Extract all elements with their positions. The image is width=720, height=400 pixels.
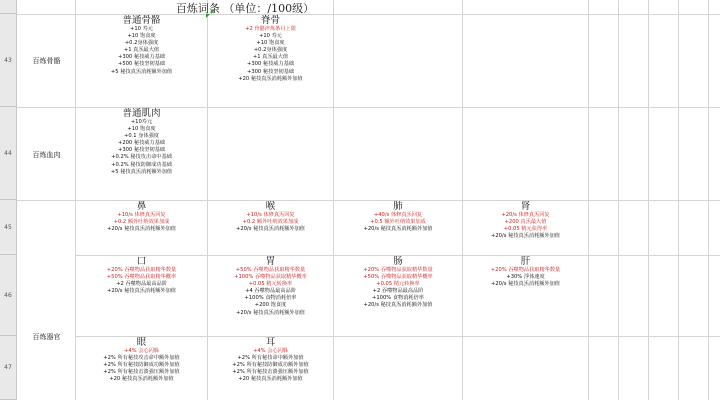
row-header-47[interactable] xyxy=(0,336,17,400)
row-header-44[interactable] xyxy=(0,107,17,200)
cell-line: +50% 吞噬物品获取精华数量 xyxy=(235,267,306,273)
cell-line: +2% 所有秘技防御成功额外加值 xyxy=(232,362,309,369)
cell-ear[interactable] xyxy=(208,337,333,383)
cell-line: +4 吞噬物品最高品阶 xyxy=(245,288,296,295)
cell-line: +20/s 秘技真炁消耗额外加值 xyxy=(107,288,176,295)
cell-line: +0.2% 秘技攻击命中基础 xyxy=(111,154,172,161)
cell-heading: 眼 xyxy=(136,337,147,348)
cell-line: +0.1 身体强度 xyxy=(124,133,159,140)
cell-line: +10/s 体修真炁回复 xyxy=(117,212,166,218)
cell-line: +300 秘技威力基础 xyxy=(117,54,166,61)
row-number: 45 xyxy=(4,223,12,231)
row-number: 46 xyxy=(4,291,12,299)
cell-line: +2 骨骼淬炼条目上限 xyxy=(245,26,296,32)
cell-kidney[interactable] xyxy=(463,201,588,240)
cell-liver[interactable] xyxy=(463,256,588,288)
cell-line: +50% 吞噬物品获取精华概率 xyxy=(106,274,177,281)
cell-heading: 耳 xyxy=(265,337,276,348)
cell-line: +2% 所有秘技命中额外加值 xyxy=(237,355,304,362)
row-header-43[interactable] xyxy=(0,14,17,107)
cell-line: +2% 所有秘技击溃强压额外加值 xyxy=(103,369,180,376)
sheet-title[interactable]: 百炼词条 （单位：/100级） xyxy=(175,2,315,15)
grid-line xyxy=(462,0,463,400)
cell-line: +500 秘技坚韧基础 xyxy=(117,61,166,68)
grid-line xyxy=(648,0,649,400)
cell-line: +40/s 体修真炁回复 xyxy=(373,212,423,218)
cell-line: +10 饱食度 xyxy=(127,126,156,133)
cell-line: +50% 吞噬物品获取精华概率 xyxy=(363,274,433,281)
cell-line: +1 真炁最大值 xyxy=(252,54,289,61)
cell-line: +0.05 精元获得率 xyxy=(503,226,548,233)
row-label-organs[interactable]: 百炼器官 xyxy=(32,333,61,341)
cell-line: +20/s 秘技真炁消耗额外加值 xyxy=(236,226,305,233)
cell-line: +20 秘技真炁消耗额外加值 xyxy=(238,75,303,82)
cell-line: +2 吞噬物品最高品阶 xyxy=(372,288,424,295)
cell-line: +200 秘技威力基础 xyxy=(117,140,166,147)
cell-line: +4% 会心闪躲 xyxy=(124,348,159,354)
cell-throat[interactable] xyxy=(208,201,333,233)
cell-line: +20/s 秘技真炁消耗额外加值 xyxy=(491,281,560,288)
cell-line: +30% 浮体速度 xyxy=(506,274,545,281)
cell-heading: 口 xyxy=(136,256,147,267)
cell-flesh[interactable] xyxy=(76,108,207,176)
cell-line: +300 秘技威力基础 xyxy=(246,61,295,68)
cell-line: +0.2身体强度 xyxy=(124,40,159,47)
cell-line: +10 寿元 xyxy=(259,33,282,40)
cell-line: +0.2% 秘技防御成功基础 xyxy=(111,161,172,168)
grid-line xyxy=(333,0,334,400)
cell-intestine[interactable] xyxy=(334,256,462,310)
row-number: 44 xyxy=(4,149,12,157)
cell-line: +10 寿元 xyxy=(130,26,153,32)
cell-heading: 普通骨骼 xyxy=(122,15,161,26)
cell-mouth[interactable] xyxy=(76,256,207,295)
cell-line: +10 饱食度 xyxy=(127,33,156,40)
row-number: 43 xyxy=(4,56,12,64)
cell-heading: 肝 xyxy=(520,256,531,267)
cell-line: +20 秘技真炁消耗额外加值 xyxy=(238,376,303,383)
cell-line: +200 饱食度 xyxy=(254,302,287,309)
cell-heading: 肠 xyxy=(393,256,403,267)
cell-line: +20/s 体修真炁回复 xyxy=(501,212,550,218)
cell-line: +200 真炁最大值 xyxy=(504,219,547,226)
cell-heading: 肾 xyxy=(520,201,531,212)
cell-line: +2 吞噬物品最高品阶 xyxy=(116,281,167,288)
cell-line: +20% 吞噬物品获取精华数量 xyxy=(490,267,561,273)
cell-line: +0.2身体强度 xyxy=(253,47,288,54)
cell-line: +10寿元 xyxy=(130,119,153,125)
cell-line: +100% 吞噬物品获取精华概率 xyxy=(234,274,307,281)
cell-bone[interactable] xyxy=(76,15,207,76)
cell-line: +100% 食物消耗倍率 xyxy=(244,295,297,302)
cell-line: +10 饱食度 xyxy=(256,40,285,47)
cell-eye[interactable] xyxy=(76,337,207,383)
cell-nose[interactable] xyxy=(76,201,207,233)
row-label-bone[interactable]: 百炼骨骼 xyxy=(32,57,61,65)
row-header-0[interactable] xyxy=(0,0,17,14)
cell-line: +5 秘技真炁消耗额外加值 xyxy=(110,168,173,175)
cell-line: +20% 吞噬物品获取精华数量 xyxy=(363,267,433,273)
cell-heading: 胃 xyxy=(265,256,276,267)
comment-marker-icon xyxy=(211,10,215,14)
cell-line: +100% 食物消耗倍率 xyxy=(372,295,424,302)
cell-stomach[interactable] xyxy=(208,256,333,317)
grid-line xyxy=(708,0,709,400)
cell-line: +1 真炁最大值 xyxy=(123,47,160,54)
row-header-46[interactable] xyxy=(0,255,17,336)
cell-line: +5 秘技真炁消耗额外加值 xyxy=(110,68,173,75)
grid-line xyxy=(678,0,679,400)
cell-spine[interactable] xyxy=(208,15,333,83)
cell-line: +10/s 体修真炁回复 xyxy=(246,212,295,218)
cell-line: +300 秘技坚韧基础 xyxy=(117,147,166,154)
row-header-45[interactable] xyxy=(0,200,17,255)
cell-line: +2% 所有秘技防御成功额外加值 xyxy=(103,362,180,369)
cell-line: +20% 吞噬物品获取精华数量 xyxy=(106,267,177,273)
cell-heading: 鼻 xyxy=(136,201,147,212)
cell-line: +2% 所有秘技击溃强压额外加值 xyxy=(232,369,309,376)
cell-line: +4% 会心闪躲 xyxy=(253,348,288,354)
cell-line: +0.5 额外吐纳效果加成 xyxy=(370,219,426,226)
cell-line: +2% 所有秘技攻击命中额外加值 xyxy=(103,355,180,362)
cell-line: +0.2 额外吐纳效果加成 xyxy=(113,219,170,226)
cell-heading: 普通肌肉 xyxy=(122,108,161,119)
cell-line: +20/s 秘技真炁消耗额外加值 xyxy=(491,233,560,240)
cell-line: +0.05 精元转换率 xyxy=(248,281,293,288)
cell-line: +0.2 额外吐纳效果加成 xyxy=(242,219,299,226)
cell-lung[interactable] xyxy=(334,201,462,233)
cell-heading: 肺 xyxy=(393,201,403,212)
cell-line: +20/s 秘技真炁消耗额外加值 xyxy=(363,226,433,233)
cell-heading: 脊骨 xyxy=(260,15,280,26)
cell-heading: 喉 xyxy=(265,201,276,212)
cell-line: +0.05 精元转换率 xyxy=(376,281,420,288)
cell-line: +20/s 秘技真炁消耗额外加值 xyxy=(107,226,176,233)
row-number: 47 xyxy=(4,364,12,371)
grid-line xyxy=(618,0,619,400)
cell-line: +20/s 秘技真炁消耗额外加值 xyxy=(363,302,433,309)
row-label-flesh[interactable]: 百炼血肉 xyxy=(32,151,61,159)
cell-line: +20 秘技真炁消耗额外加值 xyxy=(109,376,174,383)
cell-line: +300 秘技坚韧基础 xyxy=(246,68,295,75)
grid-line xyxy=(588,0,589,400)
cell-line: +20/s 秘技真炁消耗额外加值 xyxy=(236,309,305,316)
